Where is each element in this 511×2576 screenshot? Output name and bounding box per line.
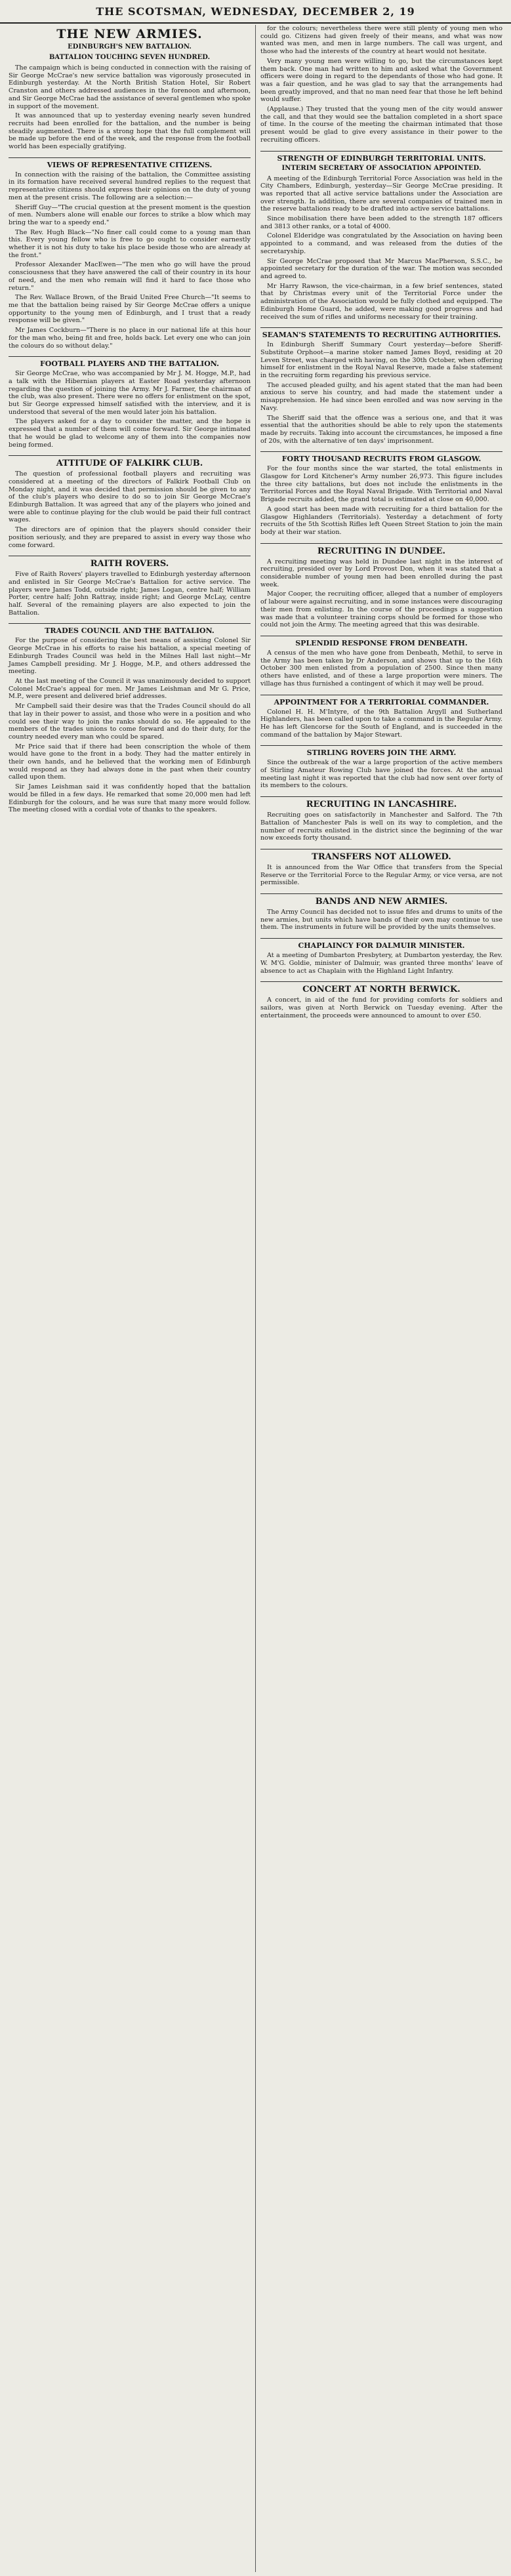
article-headline: RECRUITING IN DUNDEE. <box>317 546 446 556</box>
article <box>260 981 502 1019</box>
article-subhead: BATTALION TOUCHING SEVEN HUNDRED. <box>49 54 211 61</box>
article <box>260 695 502 739</box>
headline-rule <box>260 543 502 544</box>
headline-rule <box>260 981 502 982</box>
article-paragraph: For the four months since the war started, the total enlistments in Glasgow for Lord Kitchener's Army number 26,973. This figure includes the three city battalions, but does not include the enlistments in the Territorial Forces and the Royal Naval Brigade. With Territorial and Naval Brigade recruits added, the grand total is estimated at close on 40,000. <box>260 465 502 504</box>
column-left <box>4 25 255 2572</box>
article-paragraph: for the colours; nevertheless there were still plenty of young men who could go. Citizens had given freely of their means, and what was now wanted was men, and men in large numbers. The call was urgent, and those who had the interests of the country at heart would not hesitate. <box>260 25 502 56</box>
article-paragraph: For the purpose of considering the best means of assisting Colonel Sir George McCrae in his efforts to raise his battalion, a special meeting of Edinburgh Trades Council was held in the Milnes Hall last night—Mr James Campbell presiding. Mr J. Hogge, M.P., and others addressed the meeting. <box>9 637 251 676</box>
article-paragraph: Five of Raith Rovers' players travelled to Edinburgh yesterday afternoon and enlisted in Sir George McCrae's Battalion for active service. The players were James Todd, outside right; James Logan, centre half; William Porter, centre half; John Rattray, inside right; and George McLay, centre half. Several of the remaining players are also expected to join the Battalion. <box>9 571 251 617</box>
article <box>260 151 502 321</box>
masthead-text: THE SCOTSMAN, WEDNESDAY, DECEMBER 2, 19 <box>96 5 415 18</box>
article <box>260 938 502 975</box>
article-paragraph: The Sheriff said that the offence was a serious one, and that it was essential that the authorities should be able to rely upon the statements made by recruits. Taking into account the circumstances, he imposed a fine of 20s, with the alternative of ten days' imprisonment. <box>260 414 502 445</box>
article-paragraph: It is announced from the War Office that transfers from the Special Reserve or the Territorial Force to the Regular Army, or vice versa, are not permissible. <box>260 863 502 887</box>
masthead <box>0 0 511 24</box>
article-paragraph: It was announced that up to yesterday evening nearly seven hundred recruits had been enrolled for the battalion, and the number is being steadily augmented. There is a strong hope that the full complement will be made up before the end of the week, and the response from the football world has been especially gratifying. <box>9 112 251 151</box>
article <box>260 849 502 887</box>
article <box>260 543 502 629</box>
columns <box>4 25 507 2572</box>
article <box>260 796 502 842</box>
article-headline: VIEWS OF REPRESENTATIVE CITIZENS. <box>47 160 213 169</box>
headline-rule <box>260 151 502 152</box>
article-headline: APPOINTMENT FOR A TERRITORIAL COMMANDER. <box>274 697 489 706</box>
headline-rule <box>260 451 502 452</box>
article-headline: SPLENDID RESPONSE FROM DENBEATH. <box>295 639 468 647</box>
article-paragraph: The directors are of opinion that the players should consider their position seriously, and they are prepared to assist in every way those who come forward. <box>9 526 251 549</box>
article-headline: THE NEW ARMIES. <box>56 27 203 41</box>
article-headline: CHAPLAINCY FOR DALMUIR MINISTER. <box>298 941 465 951</box>
article-paragraph: Since mobilisation there have been added to the strength 187 officers and 3813 other ranks, or a total of 4000. <box>260 215 502 230</box>
article-headline: TRANSFERS NOT ALLOWED. <box>312 851 451 862</box>
article-paragraph: A recruiting meeting was held in Dundee last night in the interest of recruiting, presided over by Lord Provost Don, when it was stated that a considerable number of young men had been enrolled during the past week. <box>260 558 502 588</box>
article-headline: ATTITUDE OF FALKIRK CLUB. <box>56 459 203 469</box>
article-paragraph: The Rev. Wallace Brown, of the Braid United Free Church—"It seems to me that the battalion being raised by Sir George McCrae offers a unique opportunity to the young men of Edinburgh, and I trust that a ready response will be given." <box>9 294 251 325</box>
headline-rule <box>260 893 502 894</box>
headline-rule <box>9 157 251 158</box>
article-headline: FORTY THOUSAND RECRUITS FROM GLASGOW. <box>281 455 481 464</box>
article <box>260 451 502 536</box>
article-paragraph: In connection with the raising of the battalion, the Committee assisting in its formation have received several hundred replies to the request that representative citizens should express their opinions on the duty of young men at the present crisis. The following are a selection:— <box>9 171 251 201</box>
article-paragraph: The Rev. Hugh Black—"No finer call could come to a young man than this. Every young fellow who is free to go ought to consider earnestly whether it is not his duty to take his place beside those who are already at the front." <box>9 228 251 259</box>
article <box>9 356 251 449</box>
article-paragraph: Very many young men were willing to go, but the circumstances kept them back. One man had written to him and asked what the Government officers were doing in regard to the dependants of those who had gone. It was a fair question, and he was glad to say that the arrangements had been greatly improved, and that no man need fear that those he left behind would suffer. <box>260 57 502 104</box>
headline-rule <box>9 623 251 624</box>
article-paragraph: Mr Harry Rawson, the vice-chairman, in a few brief sentences, stated that by Christmas every unit of the Territorial Force under the administration of the Association would be fully clothed and equipped. The Edinburgh Home Guard, he added, were making good progress and had received the sum of rifles and uniforms necessary for their training. <box>260 282 502 321</box>
article-paragraph: Sir George McCrae proposed that Mr Marcus MacPherson, S.S.C., be appointed secretary for the duration of the war. The motion was seconded and agreed to. <box>260 257 502 280</box>
article <box>9 455 251 549</box>
headline-rule <box>260 938 502 939</box>
article-paragraph: Mr James Cockburn—"There is no place in our national life at this hour for the man who, being fit and free, holds back. Let every one who can join the colours do so without delay." <box>9 327 251 350</box>
article-headline: RAITH ROVERS. <box>90 559 169 569</box>
article-paragraph: Mr Campbell said their desire was that the Trades Council should do all that lay in their power to assist, and those who were in a position and who could see their way to join the ranks should do so. He appealed to the members of the trades unions to come forward and do their duty, for the country needed every man who could be spared. <box>9 703 251 741</box>
article <box>9 623 251 813</box>
article-paragraph: In Edinburgh Sheriff Summary Court yesterday—before Sheriff-Substitute Orphoot—a marine stoker named James Boyd, residing at 20 Leven Street, was charged with having, on the 30th October, when offering himself for enlistment in the Royal Naval Reserve, made a false statement in the recruiting form regarding his previous service. <box>260 341 502 380</box>
article-paragraph: Since the outbreak of the war a large proportion of the active members of Stirling Amateur Rowing Club have joined the forces. At the annual meeting last night it was reported that the club had now sent over forty of its members to the colours. <box>260 759 502 790</box>
article <box>9 157 251 350</box>
article-paragraph: Colonel Elderidge was congratulated by the Association on having been appointed to a command, and was released from the duties of the secretaryship. <box>260 232 502 255</box>
article-headline: BANDS AND NEW ARMIES. <box>315 897 448 907</box>
headline-rule <box>260 745 502 746</box>
article <box>260 745 502 790</box>
article-subhead: EDINBURGH'S NEW BATTALION. <box>68 43 192 51</box>
article-paragraph: The question of professional football players and recruiting was considered at a meeting of the directors of Falkirk Football Club on Monday night, and it was decided that permission should be given to any of the club's players who desire to do so to join Sir George McCrae's Edinburgh Battalion. It was agreed that any of the players who joined and were able to continue playing for the club would be paid their full contract wages. <box>9 470 251 524</box>
article-paragraph: At the last meeting of the Council it was unanimously decided to support Colonel McCrae's appeal for men. Mr James Leishman and Mr G. Price, M.P., were present and delivered brief addresses. <box>9 678 251 701</box>
article-paragraph: A concert, in aid of the fund for providing comforts for soldiers and sailors, was given at North Berwick on Tuesday evening. After the entertainment, the proceeds were announced to amount to over £50. <box>260 996 502 1019</box>
article-paragraph: Major Cooper, the recruiting officer, alleged that a number of employers of labour were against recruiting, and in some instances were discouraging their men from enlisting. In the course of the proceedings a suggestion was made that a volunteer training corps should be formed for those who could not join the Army. The meeting agreed that this was desirable. <box>260 590 502 629</box>
article-paragraph: A good start has been made with recruiting for a third battalion for the Glasgow Highlanders (Territorials). Yesterday a detachment of forty recruits of the 5th Scottish Rifles left Queen Street Station to join the main body at their war station. <box>260 505 502 536</box>
article-paragraph: Mr Price said that if there had been conscription the whole of them would have gone to the front in a body. They had the matter entirely in their own hands, and he believed that the working men of Edinburgh would respond as they had always done in the past when their country called upon them. <box>9 743 251 781</box>
article-headline: TRADES COUNCIL AND THE BATTALION. <box>45 626 215 636</box>
article-paragraph: The Army Council has decided not to issue fifes and drums to units of the new armies, but units which have bands of their own may continue to use them. The instruments in future will be provided by the units themselves. <box>260 909 502 931</box>
article <box>260 327 502 445</box>
article-paragraph: At a meeting of Dumbarton Presbytery, at Dumbarton yesterday, the Rev. W. M'G. Goldie, minister of Dalmuir, was granted three months' leave of absence to act as Chaplain with the Highland Light Infantry. <box>260 952 502 975</box>
article-headline: SEAMAN'S STATEMENTS TO RECRUITING AUTHORITIES. <box>262 331 501 340</box>
article-paragraph: The accused pleaded guilty, and his agent stated that the man had been anxious to serve his country, and had made the statement under a misapprehension. He had since been enrolled and was now serving in the Navy. <box>260 381 502 412</box>
article-paragraph: Sheriff Guy—"The crucial question at the present moment is the question of men. Numbers alone will enable our forces to strike a blow which may bring the war to a speedy end." <box>9 203 251 226</box>
article-paragraph: Colonel H. H. M'Intyre, of the 9th Battalion Argyll and Sutherland Highlanders, has been called upon to take a command in the Regular Army. He has left Glencorse for the South of England, and is succeeded in the command of the battalion by Major Stewart. <box>260 708 502 739</box>
article <box>9 556 251 617</box>
article-paragraph: Sir George McCrae, who was accompanied by Mr J. M. Hogge, M.P., had a talk with the Hibernian players at Easter Road yesterday afternoon regarding the question of joining the Army. Mr J. Farmer, the chairman of the club, was also present. There were no offers for enlistment on the spot, but Sir George expressed himself satisfied with the interview, and it is understood that several of the men would later join his battalion. <box>9 370 251 416</box>
article-paragraph: A meeting of the Edinburgh Territorial Force Association was held in the City Chambers, Edinburgh, yesterday—Sir George McCrae presiding. It was reported that all active service battalions under the Association are over strength. In addition, there are several companies of trained men in the reserve battalions ready to be drafted into active service battalions. <box>260 174 502 213</box>
article-paragraph: Sir James Leishman said it was confidently hoped that the battalion would be filled in a few days. He remarked that some 20,000 men had left Edinburgh for the colours, and he was sure that many more would follow. The meeting closed with a cordial vote of thanks to the speakers. <box>9 783 251 814</box>
article-paragraph: The players asked for a day to consider the matter, and the hope is expressed that a number of them will come forward. Sir George intimated that he would be glad to welcome any of them into the companies now being formed. <box>9 418 251 449</box>
article <box>260 25 502 144</box>
article-headline: CONCERT AT NORTH BERWICK. <box>302 985 460 995</box>
headline-rule <box>260 796 502 797</box>
article <box>260 636 502 688</box>
column-right <box>255 25 507 2572</box>
article-paragraph: Recruiting goes on satisfactorily in Manchester and Salford. The 7th Battalion of Manchester Pals is well on its way to completion, and the number of recruits enlisted in the district since the beginning of the war now exceeds forty thousand. <box>260 811 502 842</box>
article-headline: STRENGTH OF EDINBURGH TERRITORIAL UNITS. <box>277 153 486 163</box>
article-paragraph: The campaign which is being conducted in connection with the raising of Sir George McCrae's new service battalion was vigorously prosecuted in Edinburgh yesterday. At the North British Station Hotel, Sir Robert Cranston and others addressed audiences in the forenoon and afternoon, and Sir George McCrae had the assistance of several gentlemen who spoke in support of the movement. <box>9 64 251 110</box>
article <box>9 27 251 151</box>
article-paragraph: A census of the men who have gone from Denbeath, Methil, to serve in the Army has been taken by Dr Anderson, and shows that up to the 16th October 300 men enlisted from a population of 2500. Since then many others have enlisted, and of these a large proportion were miners. The village has thus furnished a contingent of which it may well be proud. <box>260 649 502 687</box>
headline-rule <box>9 356 251 357</box>
headline-rule <box>260 327 502 328</box>
article-paragraph: (Applause.) They trusted that the young men of the city would answer the call, and that they would see the battalion completed in a short space of time. In the course of the meeting the chairman intimated that those present would be glad to give every assistance in their power to the recruiting officers. <box>260 106 502 144</box>
headline-rule <box>9 455 251 456</box>
article-headline: FOOTBALL PLAYERS AND THE BATTALION. <box>40 359 219 369</box>
article-subhead: INTERIM SECRETARY OF ASSOCIATION APPOINTED. <box>281 164 481 172</box>
article-headline: STIRLING ROVERS JOIN THE ARMY. <box>306 748 457 758</box>
article-headline: RECRUITING IN LANCASHIRE. <box>306 800 457 810</box>
article-paragraph: Professor Alexander MacEwen—"The men who go will have the proud consciousness that they have answered the call of their country in its hour of need, and the men who remain will find it hard to face those who return." <box>9 261 251 292</box>
article <box>260 893 502 931</box>
